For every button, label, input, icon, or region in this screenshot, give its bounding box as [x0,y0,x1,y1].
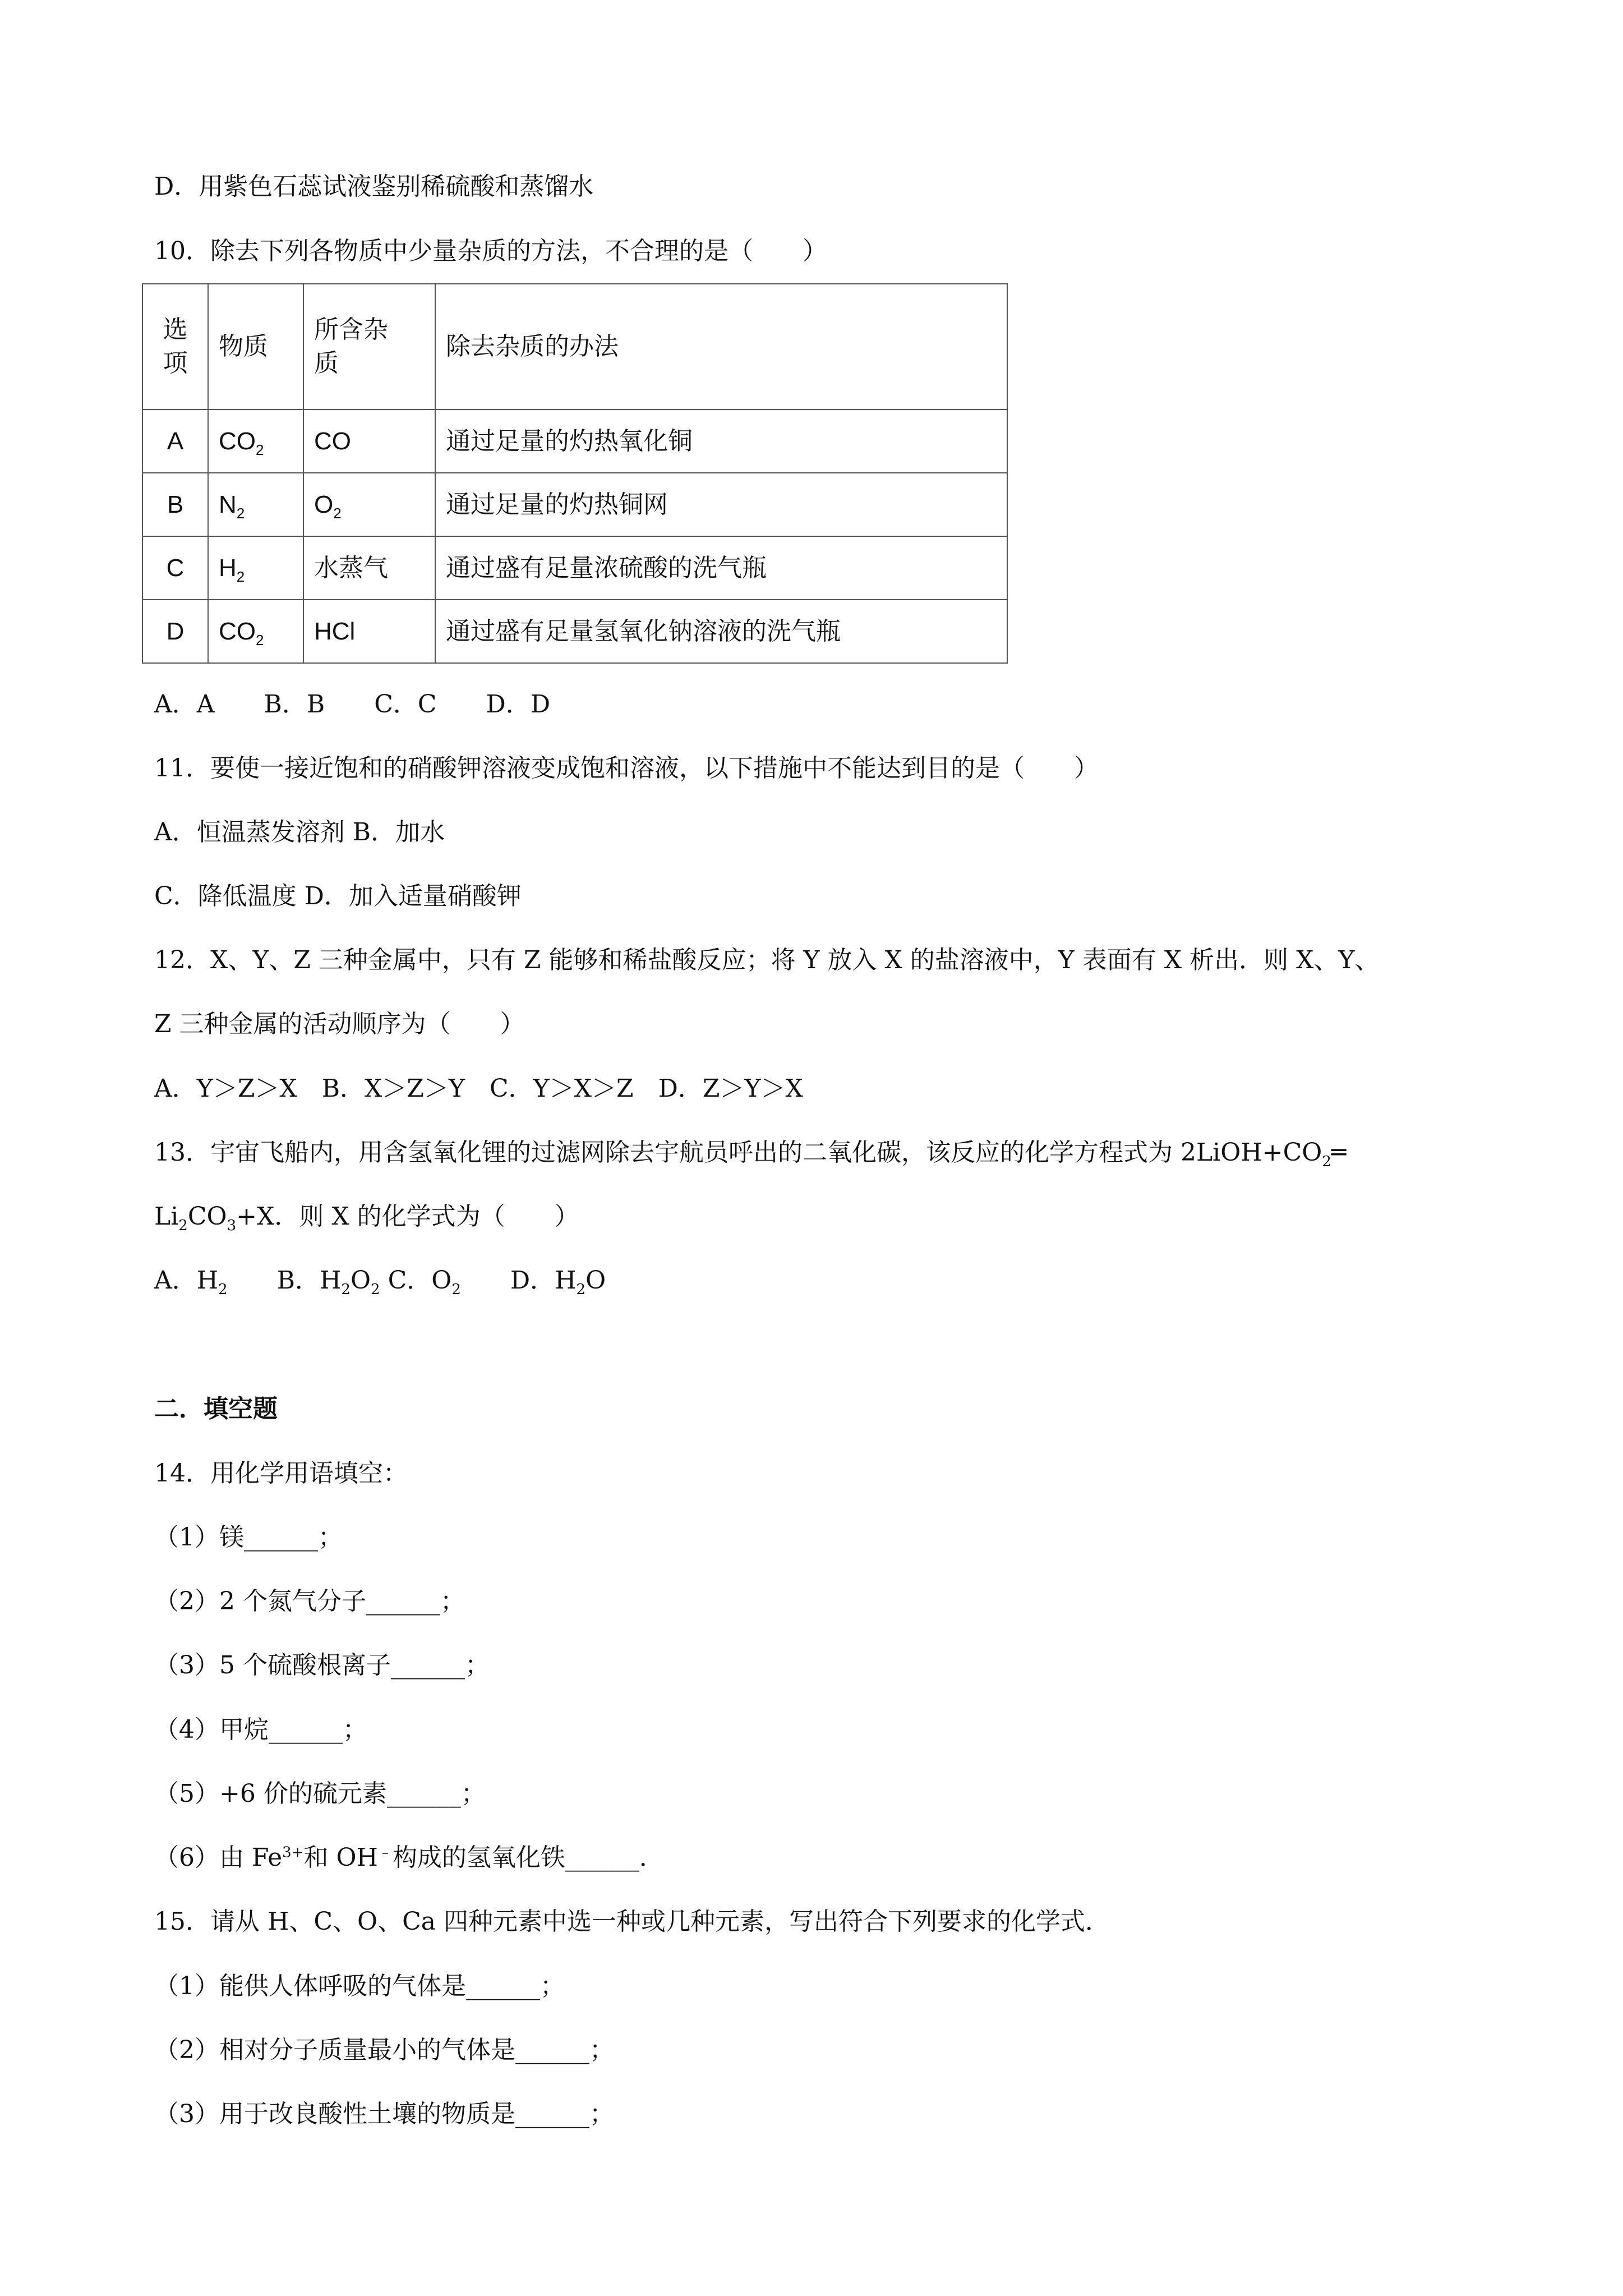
q14-item-4: （4）甲烷______； [154,1715,367,1744]
table-row [142,536,1007,600]
q15-item-3: （3）用于改良酸性土壤的物质是______； [154,2100,614,2128]
row-method: 通过足量的灼热铜网 [435,473,1007,536]
q11-stem: 11．要使一接近饱和的硝酸钾溶液变成饱和溶液，以下措施中不能达到目的是（ ） [154,754,1099,783]
row-option: C [142,536,208,600]
q12-stem-line1: 12．X、Y、Z 三种金属中，只有 Z 能够和稀盐酸反应；将 Y 放入 X 的盐溶液中，Y 表面有 X 析出．则 X、Y、 [154,946,1380,974]
q15-item-2: （2）相对分子质量最小的气体是______； [154,2036,614,2064]
row-impurity: HCl [303,600,435,663]
q10-options: A．A B．B C．C D．D [154,690,551,719]
q14-item-1: （1）镁______； [154,1523,343,1552]
header-substance: 物质 [208,284,303,409]
q12-options: A．Y＞Z＞X B．X＞Z＞Y C．Y＞X＞Z D．Z＞Y＞X [154,1074,803,1103]
q11-options-ab: A．恒温蒸发溶剂 B．加水 [154,818,445,846]
q10-table [142,283,1008,664]
q15-stem: 15．请从 H、C、O、Ca 四种元素中选一种或几种元素，写出符合下列要求的化学式． [154,1907,1110,1936]
q14-item-2: （2）2 个氮气分子______； [154,1587,465,1616]
row-impurity: 水蒸气 [303,536,435,600]
table-header-row [142,284,1007,409]
q14-stem: 14．用化学用语填空： [154,1459,408,1488]
q12-stem-line2: Z 三种金属的活动顺序为（ ） [154,1010,525,1038]
table-row [142,600,1007,663]
q14-item-3: （3）5 个硫酸根离子______； [154,1651,490,1680]
table-row [142,409,1007,473]
row-method: 通过盛有足量氢氧化钠溶液的洗气瓶 [435,600,1007,663]
row-method: 通过盛有足量浓硫酸的洗气瓶 [435,536,1007,600]
q13-stem-line1: 13．宇宙飞船内，用含氢氧化锂的过滤网除去宇航员呼出的二氧化碳，该反应的化学方程式为 $2LiOH+CO_2═$ [154,1138,1347,1170]
row-substance: $CO_2$ [208,409,303,473]
q13-stem-line2: $Li_2CO_3+X$．则 X 的化学式为（ ） [154,1202,579,1234]
row-impurity: CO [303,409,435,473]
row-option: B [142,473,208,536]
q11-options-cd: C．降低温度 D．加入适量硝酸钾 [154,882,522,910]
q9-option-d: D．用紫色石蕊试液鉴别稀硫酸和蒸馏水 [154,172,594,201]
header-impurity: 所含杂 质 [303,284,435,409]
table-row [142,473,1007,536]
row-substance: $H_2$ [208,536,303,600]
row-impurity: $O_2$ [303,473,435,536]
section-2-title: 二．填空题 [154,1395,278,1423]
row-option: D [142,600,208,663]
row-option: A [142,409,208,473]
q15-item-1: （1）能供人体呼吸的气体是______； [154,1972,565,2000]
header-method: 除去杂质的办法 [435,284,1007,409]
row-method: 通过足量的灼热氧化铜 [435,409,1007,473]
q14-item-5: （5）+6 价的硫元素______； [154,1779,486,1808]
header-option: 选 项 [142,284,208,409]
q14-item-6: （6）由 $Fe^{3+}$和 OH﹣构成的氢氧化铁______． [154,1843,664,1872]
q13-options: A．$H_2$ B．$H_2O_2$ C．$O_2$ D．$H_2O$ [154,1266,606,1298]
q10-stem: 10．除去下列各物质中少量杂质的方法，不合理的是（ ） [154,237,827,265]
row-substance: $N_2$ [208,473,303,536]
row-substance: $CO_2$ [208,600,303,663]
